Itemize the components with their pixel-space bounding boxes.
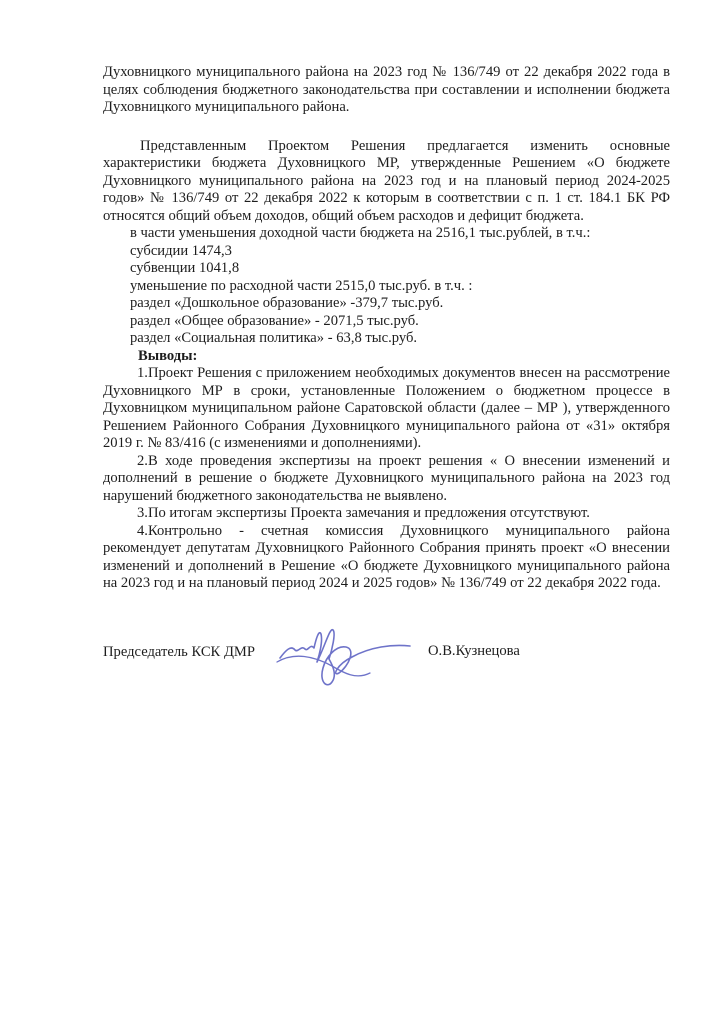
document-body	[103, 64, 670, 593]
conclusion-item-3: 3.По итогам экспертизы Проекта замечания и предложения отсутствуют.	[137, 505, 590, 521]
conclusions-heading: Выводы:	[138, 347, 198, 364]
signature-ink	[276, 602, 416, 694]
paragraph-spacer	[103, 117, 670, 138]
budget-line-income-decrease: в части уменьшения доходной части бюджета на 2516,1 тыс.рублей, в т.ч.:	[130, 225, 591, 241]
paragraph-continuation: Духовницкого муниципального района на 2023 год № 136/749 от 22 декабря 2022 года в целях соблюдения бюджетного законодательства при составлении и исполнении бюджета Духовницкого муниципального района.	[103, 64, 670, 115]
budget-line-social-policy: раздел «Социальная политика» - 63,8 тыс.руб.	[130, 330, 418, 346]
budget-line-general-education: раздел «Общее образование» - 2071,5 тыс.руб.	[130, 312, 419, 329]
signatory-title: Председатель КСК ДМР	[103, 644, 255, 660]
budget-line-expense-decrease: уменьшение по расходной части 2515,0 тыс.руб. в т.ч. :	[130, 277, 473, 294]
conclusion-item-1: 1.Проект Решения с приложением необходимых документов внесен на рассмотрение Духовницкого МР в сроки, установленные Положением о бюджетном процессе в Духовницком муниципальном районе Саратовской области (далее – МР ), утвержденного Решением Районного Собрания Духовницкого муниципального района от «31» октября 2019 г. № 83/416 (с изменениями и дополнениями).	[103, 365, 670, 451]
budget-line-subsidies: субсидии 1474,3	[130, 242, 232, 259]
budget-line-subventions: субвенции 1041,8	[130, 260, 240, 276]
conclusion-item-2: 2.В ходе проведения экспертизы на проект решения « О внесении изменений и дополнений в решение о бюджете Духовницкого муниципального района на 2023 год нарушений бюджетного законодательства не выявлено.	[103, 452, 670, 504]
signatory-name: О.В.Кузнецова	[428, 643, 520, 659]
budget-line-preschool-education: раздел «Дошкольное образование» -379,7 тыс.руб.	[130, 295, 444, 311]
paragraph-proposal: Представленным Проектом Решения предлагается изменить основные характеристики бюджета Духовницкого МР, утвержденные Решением «О бюджете Духовницкого муниципального района на 2023 год и на плановый период 2024-2025 годов» № 136/749 от 22 декабря 2022 к которым в соответствии с п. 1 ст. 184.1 БК РФ относятся общий объем доходов, общий объем расходов и дефицит бюджета.	[103, 137, 670, 224]
conclusion-item-4: 4.Контрольно - счетная комиссия Духовницкого муниципального района рекомендует депутатам Духовницкого Районного Собрания принять проект «О внесении изменений и дополнений в Решение «О бюджете Духовницкого муниципального района на 2023 год и на плановый период 2024 и 2025 годов» № 136/749 от 22 декабря 2022 года.	[103, 522, 670, 591]
